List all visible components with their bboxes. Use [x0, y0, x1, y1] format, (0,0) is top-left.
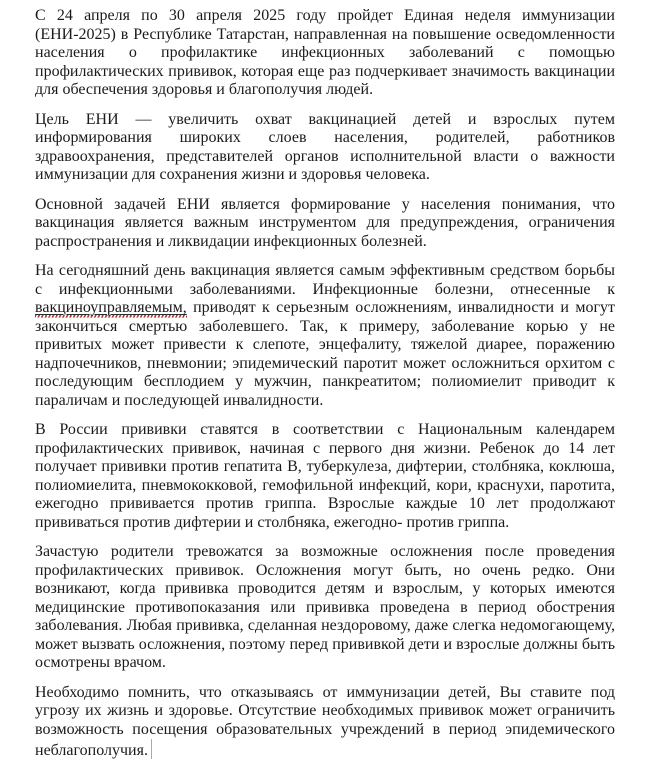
paragraph-immunization-week-intro[interactable]: С 24 апреля по 30 апреля 2025 году пройдет Единая неделя иммунизации (ЕНИ-2025) в Республике Татарстан, направленная на повышение осведомленности населения о профилактике инфекционных заболеваний с помощью профилактических прививок, которая еще раз подчеркивает значимость вакцинации для обеспечения здоровья и благополучия людей.: [35, 7, 615, 98]
paragraph-text: Необходимо помнить, что отказываясь от иммунизации детей, Вы ставите под угрозу их жизнь и здоровье. Отсутствие необходимых прививок может ограничить возможность посещения образовательных учреждений в период эпидемического неблагополучия.: [35, 683, 615, 759]
paragraph-text-before: На сегодняшний день вакцинация является самым эффективным средством борьбы с инфекционными заболеваниями. Инфекционные болезни, отнесенные к: [35, 262, 615, 298]
paragraph-vaccination-effectiveness[interactable]: [35, 262, 615, 410]
paragraph-eni-goal[interactable]: Цель ЕНИ — увеличить охват вакцинацией детей и взрослых путем информирования широких слоев населения, родителей, работников здравоохранения, представителей органов исполнительной власти о важности иммунизации для сохранения жизни и здоровья человека.: [35, 110, 615, 183]
paragraph-eni-main-task[interactable]: Основной задачей ЕНИ является формирование у населения понимания, что вакцинация является важным инструментом для предупреждения, ограничения распространения и ликвидации инфекционных болезней.: [35, 195, 615, 250]
paragraph-national-calendar[interactable]: В России прививки ставятся в соответствии с Национальным календарем профилактических прививок, начиная с первого дня жизни. Ребенок до 14 лет получает прививки против гепатита В, туберкулеза, дифтерии, столбняка, коклюша, полиомиелита, пневмококковой, гемофильной инфекций, кори, краснухи, паротита, ежегодно прививается против гриппа. Взрослые каждые 10 лет продолжают прививаться против дифтерии и столбняка, ежегодно- против гриппа.: [35, 421, 615, 531]
misspelled-word[interactable]: вакциноуправляемым,: [35, 299, 187, 316]
paragraph-text-after: приводят к серьезным осложнениям, инвалидности и могут закончиться смертью заболевшего. Так, к примеру, заболевание корью у не привитых может привести к слепоте, энцефалиту, тяжелой диарее, поражению надпочечников, пневмонии; эпидемический паротит может осложниться орхитом с последующим бесплодием у мужчин, панкреатитом; полиомиелит приводит к параличам и последующей инвалидности.: [35, 299, 615, 409]
paragraph-refusal-warning[interactable]: [35, 684, 615, 761]
paragraph-complications-worries[interactable]: Зачастую родители тревожатся за возможные осложнения после проведения профилактических прививок. Осложнения могут быть, но очень редко. Они возникают, когда прививка проводится детям и взрослым, у которых имеются медицинские противопоказания или прививка проведена в период обострения заболевания. Любая прививка, сделанная нездоровому, даже слегка недомогающему, может вызвать осложнения, поэтому перед прививкой дети и взрослые должны быть осмотрены врачом.: [35, 543, 615, 671]
text-cursor: [151, 739, 153, 759]
